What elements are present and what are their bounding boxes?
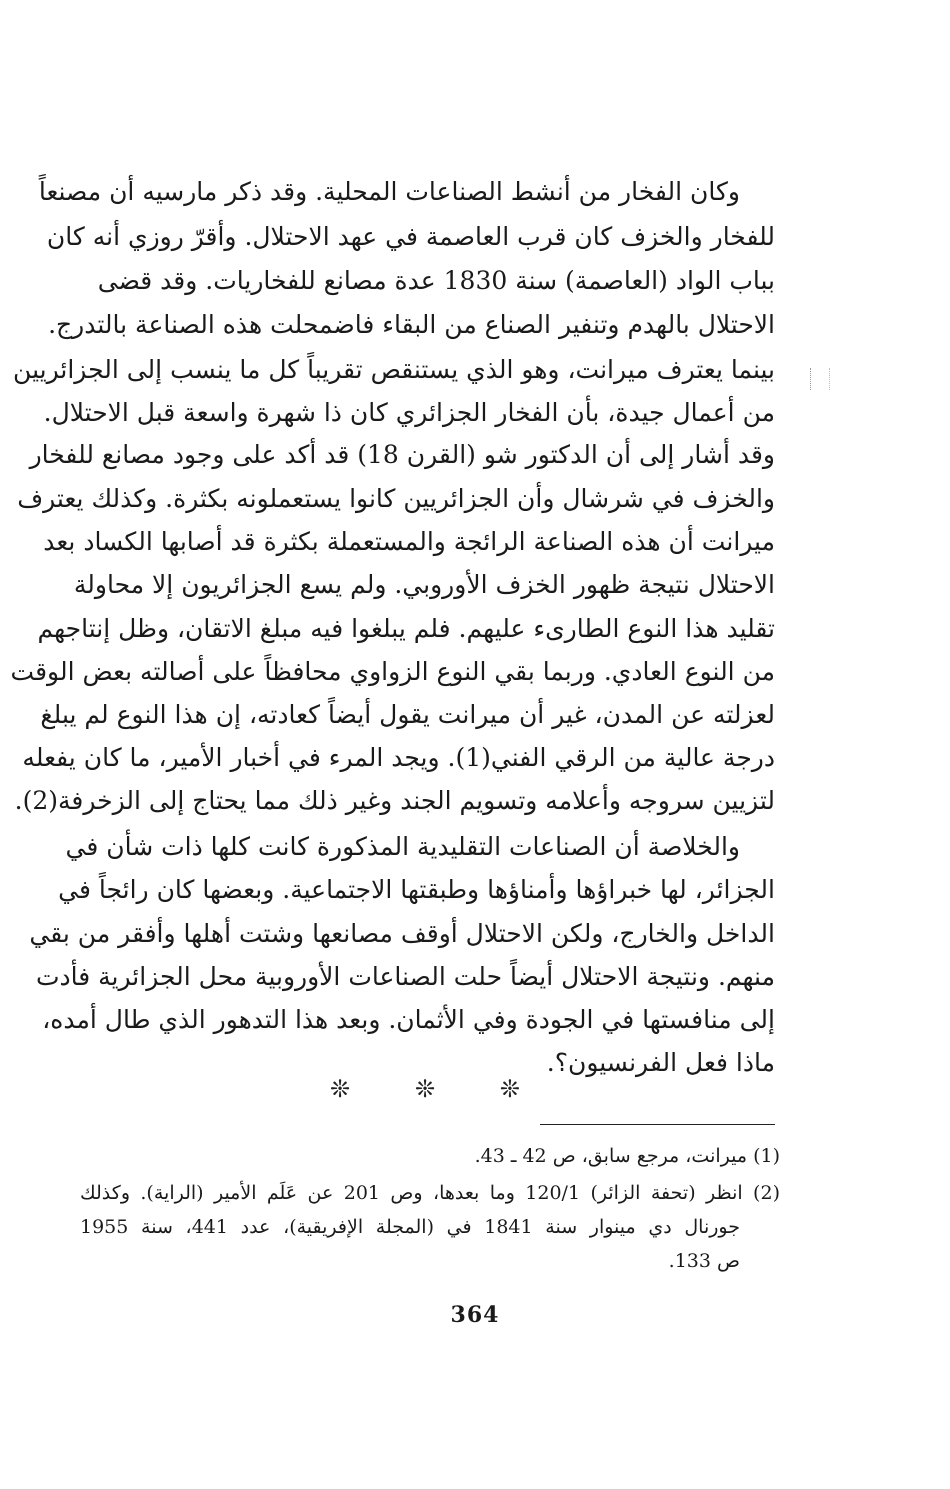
text-line: وقد أشار إلى أن الدكتور شو (القرن 18) قد أكد على وجود مصانع للفخار xyxy=(29,440,775,469)
text-line: تقليد هذا النوع الطارىء عليهم. فلم يبلغوا فيه مبلغ الاتقان، وظل إنتاجهم xyxy=(37,614,775,643)
star-ornament-icon: ❊ xyxy=(414,1075,436,1103)
text-line: من النوع العادي. وربما بقي النوع الزواوي محافظاً على أصالته بعض الوقت xyxy=(10,657,775,686)
text-line: درجة عالية من الرقي الفني(1). ويجد المرء في أخبار الأمير، ما كان يفعله xyxy=(22,743,775,772)
text-line: لتزيين سروجه وأعلامه وتسويم الجند وغير ذلك مما يحتاج إلى الزخرفة(2). xyxy=(14,786,775,815)
text-line: ميرانت أن هذه الصناعة الرائجة والمستعملة بكثرة قد أصابها الكساد بعد xyxy=(43,527,775,556)
margin-mark xyxy=(810,368,830,390)
footnote-1: (1) ميرانت، مرجع سابق، ص 42 ـ 43. xyxy=(474,1145,780,1167)
footnote-rule xyxy=(540,1124,775,1125)
text-line: من أعمال جيدة، بأن الفخار الجزائري كان ذا شهرة واسعة قبل الاحتلال. xyxy=(43,398,775,427)
text-line: الجزائر، لها خبراؤها وأمناؤها وطبقتها الاجتماعية. وبعضها كان رائجاً في xyxy=(58,875,775,904)
text-line: وكان الفخار من أنشط الصناعات المحلية. وقد ذكر مارسيه أن مصنعاً xyxy=(38,177,740,206)
page-number: 364 xyxy=(450,1302,500,1328)
text-line: إلى منافستها في الجودة وفي الأثمان. وبعد هذا التدهور الذي طال أمده، xyxy=(42,1005,775,1034)
text-line: بباب الواد (العاصمة) سنة 1830 عدة مصانع للفخاريات. وقد قضى xyxy=(97,266,775,295)
star-ornament-icon: ❊ xyxy=(499,1075,520,1103)
text-line: الاحتلال بالهدم وتنفير الصناع من البقاء فاضمحلت هذه الصناعة بالتدرج. xyxy=(48,310,775,339)
text-line: بينما يعترف ميرانت، وهو الذي يستنقص تقريباً كل ما ينسب إلى الجزائريين xyxy=(13,355,775,384)
text-line: للفخار والخزف كان قرب العاصمة في عهد الاحتلال. وأقرّ روزي أنه كان xyxy=(46,222,775,251)
section-separator xyxy=(330,1075,520,1103)
footnote-2: (2) انظر (تحفة الزائر) 120/1 وما بعدها، وص 201 عن عَلَم الأمير (الراية). وكذلك xyxy=(80,1182,780,1204)
text-line: لعزلته عن المدن، غير أن ميرانت يقول أيضاً كعادته، إن هذا النوع لم يبلغ xyxy=(40,700,775,729)
text-line: منهم. ونتيجة الاحتلال أيضاً حلت الصناعات الأوروبية محل الجزائرية فأدت xyxy=(35,962,775,991)
text-line: والخزف في شرشال وأن الجزائريين كانوا يستعملونه بكثرة. وكذلك يعترف xyxy=(17,484,775,513)
text-line: ماذا فعل الفرنسيون؟. xyxy=(546,1048,775,1077)
footnote-2-continued: ص 133. xyxy=(668,1250,740,1272)
text-line: الداخل والخارج، ولكن الاحتلال أوقف مصانعها وشتت أهلها وأفقر من بقي xyxy=(29,919,775,948)
footnote-2-continued: جورنال دي مينوار سنة 1841 في (المجلة الإفريقية)، عدد 441، سنة 1955 xyxy=(80,1216,740,1238)
text-line: الاحتلال نتيجة ظهور الخزف الأوروبي. ولم يسع الجزائريون إلا محاولة xyxy=(73,570,775,599)
star-ornament-icon: ❊ xyxy=(330,1075,351,1103)
text-line: والخلاصة أن الصناعات التقليدية المذكورة كانت كلها ذات شأن في xyxy=(65,832,740,861)
